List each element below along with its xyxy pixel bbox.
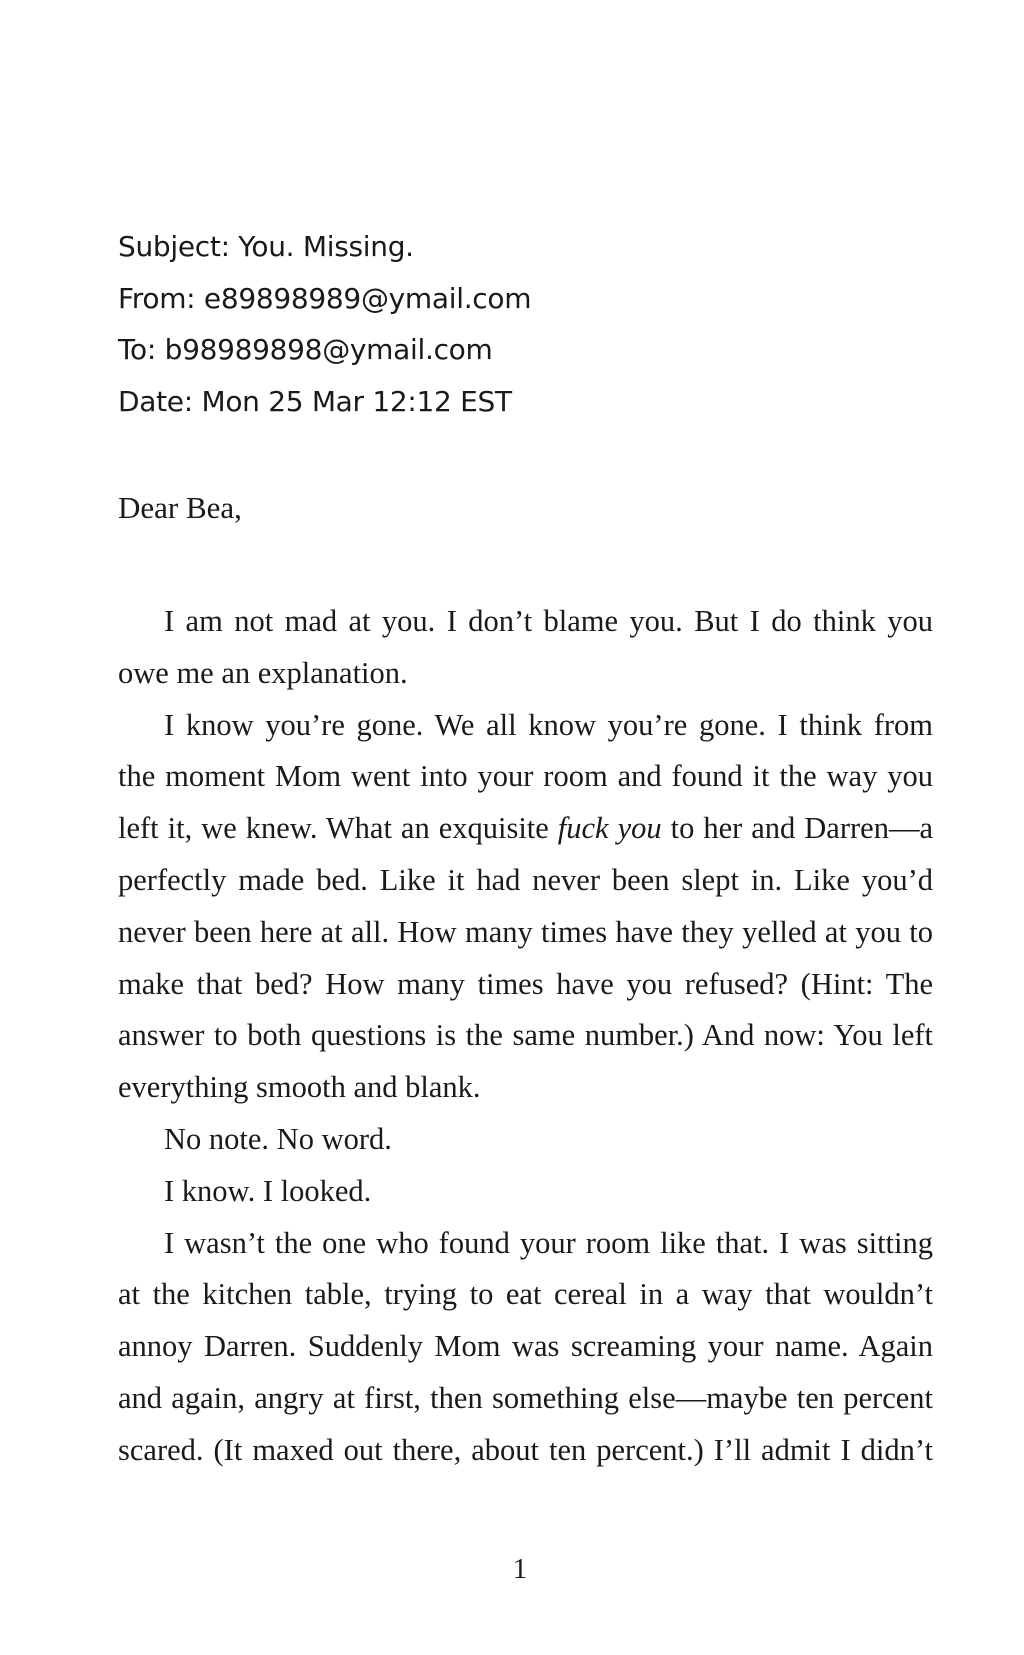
emphasis-text: fuck you xyxy=(557,811,662,846)
paragraph: I am not mad at you. I don’t blame you. But I do think you owe me an explanation. xyxy=(118,604,933,690)
paragraph: I wasn’t the one who found your room like that. I was sitting at the kitchen table, trying to eat cereal in a way that wouldn’t annoy Darren. Suddenly Mom was screaming your name. Again and again, angry at first, then something else—maybe ten percent scared. (It maxed out there, about ten percent.) I’ll admit I didn’t xyxy=(118,1225,933,1467)
letter-body xyxy=(118,596,933,1477)
paragraph: No note. No word. xyxy=(164,1121,392,1156)
paragraph-text: to her and Darren—a perfectly made bed. Like it had never been slept in. Like you’d never been here at all. How many times have they yelled at you to make that bed? How many times have you refused? (Hint: The answer to both questions is the same number.) And now: You left everything smooth and blank. xyxy=(118,811,933,1105)
letter-greeting: Dear Bea, xyxy=(118,490,242,525)
email-to: To: b98989898@ymail.com xyxy=(118,333,493,366)
email-header xyxy=(118,232,531,438)
paragraph: I know. I looked. xyxy=(164,1173,372,1208)
email-date: Date: Mon 25 Mar 12:12 EST xyxy=(118,384,512,418)
email-from: From: e89898989@ymail.com xyxy=(118,281,532,315)
paragraph-text: I know you’re gone. We all know you’re gone. I think from the moment Mom went into your room and found it the way you left it, we knew. What an exquisite xyxy=(118,707,933,846)
paragraph xyxy=(118,700,933,1114)
page-number: 1 xyxy=(512,1553,528,1585)
email-subject: Subject: You. Missing. xyxy=(118,230,414,263)
